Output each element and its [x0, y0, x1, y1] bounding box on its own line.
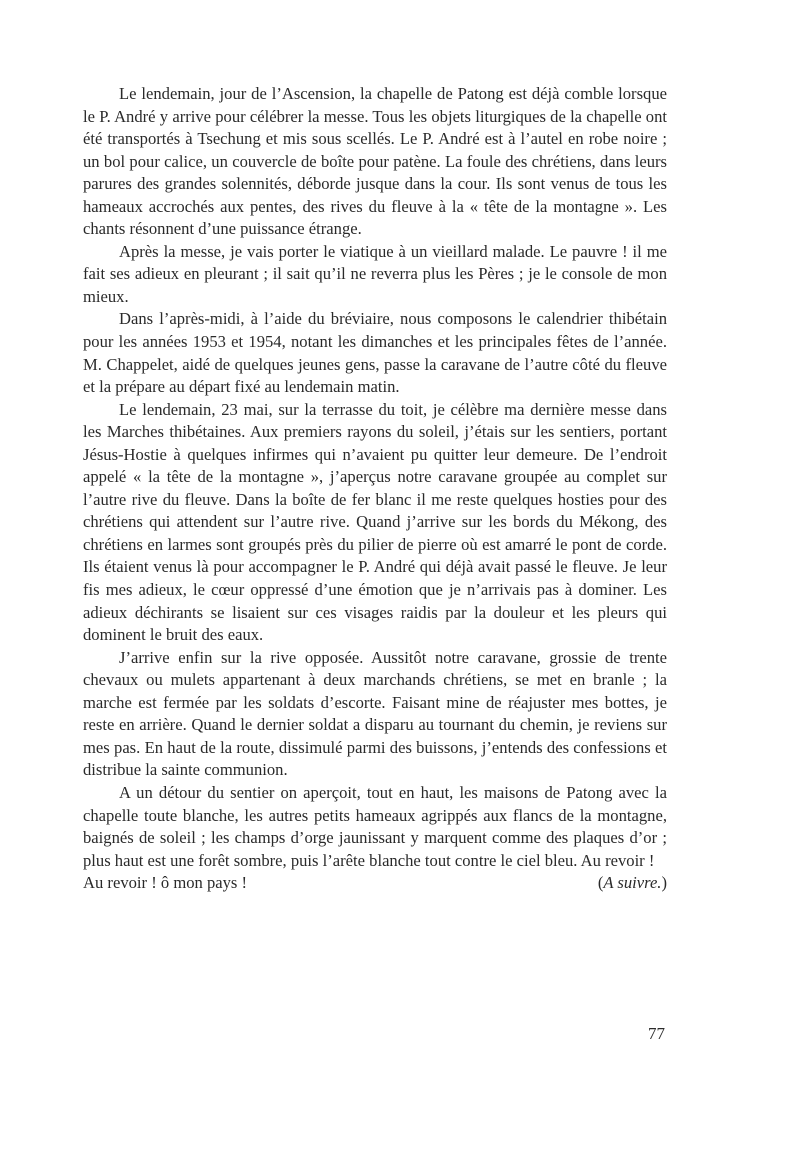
paragraph-ascension: Le lendemain, jour de l’Ascension, la chapelle de Patong est déjà comble lorsque le P. André y arrive pour célébrer la messe. Tous les objets liturgiques de la chapelle ont été transportés à Tsechung et mis sous scellés. Le P. André est à l’autel en robe noire ; un bol pour calice, un couvercle de boîte pour patène. La foule des chrétiens, dans leurs parures des grandes solennités, déborde jusque dans la cour. Ils sont venus de tous les hameaux accrochés aux pentes, des rives du fleuve à la « tête de la montagne ». Les chants résonnent d’une puissance étrange. [83, 84, 667, 239]
paragraph-detour: A un détour du sentier on aperçoit, tout en haut, les maisons de Patong avec la chapelle toute blanche, les autres petits hameaux agrippés aux flancs de la montagne, baignés de soleil ; les champs d’orge jaunissant y marquent comme des plaques d’or ; plus haut est une forêt sombre, puis l’arête blanche tout contre le ciel bleu. Au revoir ! [83, 782, 667, 870]
paragraph-calendrier: Dans l’après-midi, à l’aide du bréviaire, nous composons le calendrier thibétain pour les années 1953 et 1954, notant les dimanches et les principales fêtes de l’année. M. Chappelet, aidé de quelques jeunes gens, passe la caravane de l’autre côté du fleuve et la prépare au départ fixé au lendemain matin. [83, 309, 667, 397]
paragraph-rive-opposee: J’arrive enfin sur la rive opposée. Aussitôt notre caravane, grossie de trente chevaux ou mulets appartenant à deux marchands chrétiens, se met en branle ; la marche est fermée par les soldats d’escorte. Faisant mine de réajuster mes bottes, je reste en arrière. Quand le dernier soldat a disparu au tournant du chemin, je reviens sur mes pas. En haut de la route, dissimulé parmi des buissons, j’entends des confessions et distribue la sainte communion. [83, 647, 667, 780]
to-be-continued-text: A suivre. [603, 873, 662, 893]
paragraph-derniere-messe: Le lendemain, 23 mai, sur la terrasse du toit, je célèbre ma dernière messe dans les Marches thibétaines. Aux premiers rayons du soleil, j’étais sur les sentiers, portant Jésus-Hostie à quelques infirmes qui n’avaient pu quitter leur demeure. De l’endroit appelé « la tête de la montagne », j’aperçus notre caravane groupée au complet sur l’autre rive du fleuve. Dans la boîte de fer blanc il me reste quelques hosties pour des chrétiens qui attendent sur l’autre rive. Quand j’arrive sur les bords du Mékong, des chrétiens en larmes sont groupés près du pilier de pierre où est amarré le pont de corde. Ils étaient venus là pour accompagner le P. André qui déjà avait passé le fleuve. Je leur fis mes adieux, le cœur oppressé d’une émotion que je n’arrivais pas à dominer. Les adieux déchirants se lisaient sur ces visages raidis par la douleur et les pleurs qui dominent le bruit des eaux. [83, 399, 667, 645]
closing-line: Au revoir ! ô mon pays ! [83, 873, 248, 893]
paragraph-viatique: Après la messe, je vais porter le viatique à un vieillard malade. Le pauvre ! il me fait ses adieux en pleurant ; il sait qu’il ne reverra plus les Pères ; je le console de mon mieux. [83, 241, 667, 306]
page-number: 77 [648, 1024, 665, 1043]
page-body [83, 83, 667, 895]
to-be-continued: (A suivre.) [597, 873, 667, 893]
closing-line-row [83, 872, 667, 895]
